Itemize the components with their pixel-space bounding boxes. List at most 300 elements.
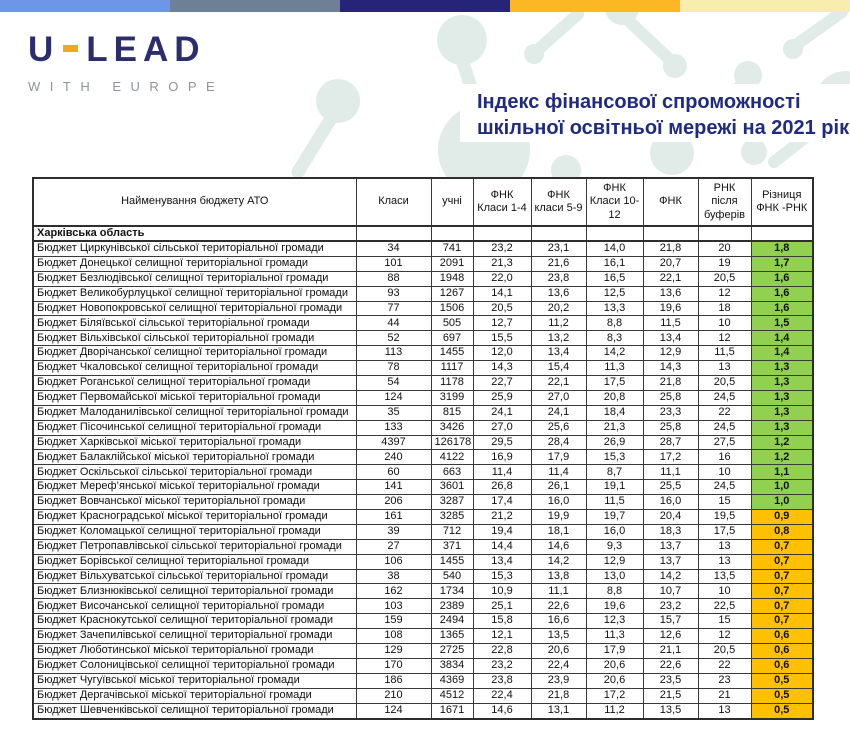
table-row bbox=[33, 673, 813, 688]
column-header: Класи bbox=[356, 178, 431, 226]
table-row bbox=[33, 480, 813, 495]
diff-cell: 1,3 bbox=[751, 361, 813, 376]
diff-cell: 1,4 bbox=[751, 346, 813, 361]
page-title-line2: шкільної освітньої мережі на 2021 рік bbox=[477, 117, 850, 139]
value-cell: 16,1 bbox=[586, 256, 643, 271]
table-row bbox=[33, 569, 813, 584]
table-header-row bbox=[33, 178, 813, 226]
value-cell: 9,3 bbox=[586, 539, 643, 554]
value-cell: 12,9 bbox=[643, 346, 698, 361]
value-cell: 25,1 bbox=[473, 599, 531, 614]
value-cell: 29,5 bbox=[473, 435, 531, 450]
value-cell: 22,0 bbox=[473, 271, 531, 286]
value-cell: 19,9 bbox=[531, 510, 586, 525]
value-cell: 18,4 bbox=[586, 405, 643, 420]
value-cell: 11,5 bbox=[698, 346, 751, 361]
value-cell: 28,7 bbox=[643, 435, 698, 450]
diff-cell: 0,5 bbox=[751, 688, 813, 703]
diff-cell: 1,1 bbox=[751, 465, 813, 480]
value-cell: 28,4 bbox=[531, 435, 586, 450]
diff-cell: 1,0 bbox=[751, 480, 813, 495]
value-cell: 14,0 bbox=[586, 241, 643, 256]
value-cell: 93 bbox=[356, 286, 431, 301]
value-cell: 4122 bbox=[431, 450, 473, 465]
value-cell: 23,1 bbox=[531, 241, 586, 256]
budget-name-cell: Бюджет Безлюдівської селищної територіальної громади bbox=[33, 271, 356, 286]
value-cell: 15,3 bbox=[586, 450, 643, 465]
page-title-line1: Індекс фінансової спроможності bbox=[477, 91, 801, 113]
value-cell: 10 bbox=[698, 316, 751, 331]
value-cell: 13 bbox=[698, 539, 751, 554]
budget-name-cell: Бюджет Великобурлуцької селищної територіальної громади bbox=[33, 286, 356, 301]
value-cell: 23,5 bbox=[643, 673, 698, 688]
value-cell: 170 bbox=[356, 658, 431, 673]
value-cell: 11,3 bbox=[586, 361, 643, 376]
budget-name-cell: Бюджет Солоницівської селищної територіальної громади bbox=[33, 658, 356, 673]
budget-name-cell: Бюджет Зачепилівської селищної територіальної громади bbox=[33, 629, 356, 644]
value-cell: 13,4 bbox=[531, 346, 586, 361]
table-row bbox=[33, 584, 813, 599]
value-cell: 3285 bbox=[431, 510, 473, 525]
budget-name-cell: Бюджет Пісочинської селищної територіальної громади bbox=[33, 420, 356, 435]
value-cell: 26,8 bbox=[473, 480, 531, 495]
value-cell: 22,7 bbox=[473, 376, 531, 391]
value-cell: 12,0 bbox=[473, 346, 531, 361]
value-cell: 141 bbox=[356, 480, 431, 495]
value-cell: 13,5 bbox=[698, 569, 751, 584]
value-cell: 23 bbox=[698, 673, 751, 688]
value-cell: 16,0 bbox=[531, 495, 586, 510]
value-cell: 15,4 bbox=[531, 361, 586, 376]
value-cell: 39 bbox=[356, 524, 431, 539]
budget-name-cell: Бюджет Краснокутської селищної територіальної громади bbox=[33, 614, 356, 629]
value-cell: 2389 bbox=[431, 599, 473, 614]
value-cell: 240 bbox=[356, 450, 431, 465]
value-cell: 106 bbox=[356, 554, 431, 569]
value-cell: 13,1 bbox=[531, 703, 586, 718]
column-header: РНК після буферів bbox=[698, 178, 751, 226]
region-row bbox=[33, 226, 813, 241]
table-row bbox=[33, 644, 813, 659]
column-header: ФНК Класи 10-12 bbox=[586, 178, 643, 226]
logo-text-lead: LEAD bbox=[86, 30, 206, 69]
value-cell: 1948 bbox=[431, 271, 473, 286]
value-cell: 108 bbox=[356, 629, 431, 644]
value-cell: 8,3 bbox=[586, 331, 643, 346]
value-cell: 1506 bbox=[431, 301, 473, 316]
value-cell: 11,4 bbox=[531, 465, 586, 480]
value-cell: 124 bbox=[356, 390, 431, 405]
diff-cell: 1,0 bbox=[751, 495, 813, 510]
value-cell: 11,4 bbox=[473, 465, 531, 480]
value-cell: 22,8 bbox=[473, 644, 531, 659]
table-row bbox=[33, 629, 813, 644]
value-cell: 17,2 bbox=[643, 450, 698, 465]
value-cell: 17,9 bbox=[586, 644, 643, 659]
value-cell: 26,1 bbox=[531, 480, 586, 495]
table-row bbox=[33, 554, 813, 569]
top-bar-segment bbox=[680, 0, 850, 12]
value-cell: 1671 bbox=[431, 703, 473, 718]
value-cell: 14,3 bbox=[473, 361, 531, 376]
value-cell: 22,1 bbox=[531, 376, 586, 391]
budget-name-cell: Бюджет Циркунівської сільської територіальної громади bbox=[33, 241, 356, 256]
diff-cell: 1,6 bbox=[751, 271, 813, 286]
table-row bbox=[33, 361, 813, 376]
value-cell: 23,8 bbox=[531, 271, 586, 286]
table-row bbox=[33, 286, 813, 301]
top-bar-segment bbox=[510, 0, 680, 12]
value-cell: 52 bbox=[356, 331, 431, 346]
value-cell: 13,0 bbox=[586, 569, 643, 584]
diff-cell: 0,7 bbox=[751, 599, 813, 614]
value-cell: 17,5 bbox=[698, 524, 751, 539]
diff-cell: 1,3 bbox=[751, 390, 813, 405]
value-cell: 38 bbox=[356, 569, 431, 584]
diff-cell: 0,7 bbox=[751, 554, 813, 569]
value-cell: 2725 bbox=[431, 644, 473, 659]
column-header: Найменування бюджету АТО bbox=[33, 178, 356, 226]
budget-name-cell: Бюджет Балаклійської міської територіальної громади bbox=[33, 450, 356, 465]
value-cell: 18,1 bbox=[531, 524, 586, 539]
diff-cell: 0,7 bbox=[751, 614, 813, 629]
diff-cell: 1,8 bbox=[751, 241, 813, 256]
value-cell: 11,1 bbox=[531, 584, 586, 599]
budget-name-cell: Бюджет Дворічанської селищної територіальної громади bbox=[33, 346, 356, 361]
value-cell: 27,0 bbox=[531, 390, 586, 405]
value-cell: 159 bbox=[356, 614, 431, 629]
value-cell: 22,6 bbox=[531, 599, 586, 614]
value-cell: 11,1 bbox=[643, 465, 698, 480]
value-cell: 697 bbox=[431, 331, 473, 346]
column-header: учні bbox=[431, 178, 473, 226]
value-cell: 2091 bbox=[431, 256, 473, 271]
value-cell: 1267 bbox=[431, 286, 473, 301]
empty-cell bbox=[586, 226, 643, 241]
budget-name-cell: Бюджет Новопокровської селищної територіальної громади bbox=[33, 301, 356, 316]
budget-name-cell: Бюджет Борівської селищної територіальної громади bbox=[33, 554, 356, 569]
value-cell: 3601 bbox=[431, 480, 473, 495]
value-cell: 22,1 bbox=[643, 271, 698, 286]
budget-name-cell: Бюджет Вільхівської сільської територіальної громади bbox=[33, 331, 356, 346]
value-cell: 23,2 bbox=[473, 658, 531, 673]
value-cell: 14,3 bbox=[643, 361, 698, 376]
financial-capacity-table bbox=[32, 177, 814, 720]
region-label: Харківська область bbox=[33, 226, 356, 241]
budget-name-cell: Бюджет Вільхуватської сільської територіальної громади bbox=[33, 569, 356, 584]
value-cell: 3199 bbox=[431, 390, 473, 405]
value-cell: 3834 bbox=[431, 658, 473, 673]
value-cell: 2494 bbox=[431, 614, 473, 629]
budget-name-cell: Бюджет Роганської селищної територіальної громади bbox=[33, 376, 356, 391]
value-cell: 13,7 bbox=[643, 554, 698, 569]
diff-cell: 1,2 bbox=[751, 435, 813, 450]
value-cell: 129 bbox=[356, 644, 431, 659]
value-cell: 12 bbox=[698, 286, 751, 301]
empty-cell bbox=[698, 226, 751, 241]
value-cell: 19,6 bbox=[586, 599, 643, 614]
table-row bbox=[33, 256, 813, 271]
value-cell: 20,2 bbox=[531, 301, 586, 316]
value-cell: 24,1 bbox=[473, 405, 531, 420]
value-cell: 18,3 bbox=[643, 524, 698, 539]
top-bar-segment bbox=[0, 0, 170, 12]
value-cell: 13 bbox=[698, 703, 751, 718]
value-cell: 25,8 bbox=[643, 420, 698, 435]
value-cell: 16 bbox=[698, 450, 751, 465]
value-cell: 11,2 bbox=[531, 316, 586, 331]
value-cell: 88 bbox=[356, 271, 431, 286]
table-row bbox=[33, 241, 813, 256]
value-cell: 3287 bbox=[431, 495, 473, 510]
table-body bbox=[33, 226, 813, 719]
budget-name-cell: Бюджет Люботинської міської територіальної громади bbox=[33, 644, 356, 659]
table-row bbox=[33, 658, 813, 673]
empty-cell bbox=[473, 226, 531, 241]
value-cell: 13,6 bbox=[643, 286, 698, 301]
value-cell: 18 bbox=[698, 301, 751, 316]
value-cell: 24,5 bbox=[698, 390, 751, 405]
table-row bbox=[33, 346, 813, 361]
value-cell: 19 bbox=[698, 256, 751, 271]
value-cell: 17,2 bbox=[586, 688, 643, 703]
value-cell: 77 bbox=[356, 301, 431, 316]
budget-name-cell: Бюджет Петропавлівської сільської територіальної громади bbox=[33, 539, 356, 554]
empty-cell bbox=[643, 226, 698, 241]
budget-name-cell: Бюджет Красноградської міської територіальної громади bbox=[33, 510, 356, 525]
value-cell: 20,6 bbox=[586, 658, 643, 673]
value-cell: 11,5 bbox=[586, 495, 643, 510]
value-cell: 8,8 bbox=[586, 316, 643, 331]
column-header: ФНК Класи 1-4 bbox=[473, 178, 531, 226]
table-row bbox=[33, 599, 813, 614]
empty-cell bbox=[356, 226, 431, 241]
value-cell: 10 bbox=[698, 465, 751, 480]
value-cell: 20,6 bbox=[586, 673, 643, 688]
value-cell: 21,8 bbox=[531, 688, 586, 703]
value-cell: 126178 bbox=[431, 435, 473, 450]
budget-name-cell: Бюджет Шевченківської селищної територіальної громади bbox=[33, 703, 356, 718]
budget-name-cell: Бюджет Вовчанської міської територіальної громади bbox=[33, 495, 356, 510]
diff-cell: 1,6 bbox=[751, 286, 813, 301]
value-cell: 20,5 bbox=[698, 376, 751, 391]
value-cell: 16,6 bbox=[531, 614, 586, 629]
value-cell: 60 bbox=[356, 465, 431, 480]
diff-cell: 0,6 bbox=[751, 644, 813, 659]
value-cell: 11,2 bbox=[586, 703, 643, 718]
value-cell: 10,7 bbox=[643, 584, 698, 599]
value-cell: 19,7 bbox=[586, 510, 643, 525]
value-cell: 13 bbox=[698, 361, 751, 376]
diff-cell: 1,7 bbox=[751, 256, 813, 271]
value-cell: 14,2 bbox=[643, 569, 698, 584]
column-header: ФНК класи 5-9 bbox=[531, 178, 586, 226]
value-cell: 161 bbox=[356, 510, 431, 525]
value-cell: 20,7 bbox=[643, 256, 698, 271]
table-row bbox=[33, 390, 813, 405]
table-row bbox=[33, 539, 813, 554]
value-cell: 124 bbox=[356, 703, 431, 718]
value-cell: 4369 bbox=[431, 673, 473, 688]
logo-tagline: WITH EUROPE bbox=[28, 79, 225, 94]
value-cell: 21,5 bbox=[643, 688, 698, 703]
budget-name-cell: Бюджет Мереф’янської міської територіальної громади bbox=[33, 480, 356, 495]
value-cell: 12 bbox=[698, 331, 751, 346]
value-cell: 22,5 bbox=[698, 599, 751, 614]
value-cell: 1178 bbox=[431, 376, 473, 391]
value-cell: 22,4 bbox=[473, 688, 531, 703]
value-cell: 23,3 bbox=[643, 405, 698, 420]
budget-name-cell: Бюджет Донецької селищної територіальної громади bbox=[33, 256, 356, 271]
value-cell: 27 bbox=[356, 539, 431, 554]
value-cell: 11,5 bbox=[643, 316, 698, 331]
value-cell: 206 bbox=[356, 495, 431, 510]
value-cell: 20,4 bbox=[643, 510, 698, 525]
value-cell: 540 bbox=[431, 569, 473, 584]
value-cell: 11,3 bbox=[586, 629, 643, 644]
value-cell: 22,6 bbox=[643, 658, 698, 673]
empty-cell bbox=[431, 226, 473, 241]
value-cell: 35 bbox=[356, 405, 431, 420]
logo-dash-icon bbox=[63, 45, 78, 52]
value-cell: 210 bbox=[356, 688, 431, 703]
logo-text-u: U bbox=[28, 30, 60, 69]
budget-name-cell: Бюджет Височанської селищної територіальної громади bbox=[33, 599, 356, 614]
budget-name-cell: Бюджет Оскільської сільської територіальної громади bbox=[33, 465, 356, 480]
value-cell: 15 bbox=[698, 614, 751, 629]
value-cell: 21 bbox=[698, 688, 751, 703]
budget-name-cell: Бюджет Первомайської міської територіальної громади bbox=[33, 390, 356, 405]
top-bar-segment bbox=[340, 0, 510, 12]
value-cell: 23,2 bbox=[473, 241, 531, 256]
value-cell: 14,6 bbox=[473, 703, 531, 718]
value-cell: 15 bbox=[698, 495, 751, 510]
value-cell: 24,1 bbox=[531, 405, 586, 420]
value-cell: 21,2 bbox=[473, 510, 531, 525]
table-row bbox=[33, 614, 813, 629]
value-cell: 8,7 bbox=[586, 465, 643, 480]
table-row bbox=[33, 495, 813, 510]
value-cell: 14,4 bbox=[473, 539, 531, 554]
budget-name-cell: Бюджет Біляївської сільської територіальної громади bbox=[33, 316, 356, 331]
value-cell: 13,5 bbox=[643, 703, 698, 718]
table-row bbox=[33, 376, 813, 391]
value-cell: 12 bbox=[698, 629, 751, 644]
diff-cell: 0,7 bbox=[751, 569, 813, 584]
value-cell: 23,2 bbox=[643, 599, 698, 614]
budget-name-cell: Бюджет Харківської міської територіальної громади bbox=[33, 435, 356, 450]
value-cell: 1455 bbox=[431, 554, 473, 569]
diff-cell: 0,9 bbox=[751, 510, 813, 525]
diff-cell: 0,7 bbox=[751, 539, 813, 554]
column-header: ФНК bbox=[643, 178, 698, 226]
value-cell: 13,8 bbox=[531, 569, 586, 584]
value-cell: 54 bbox=[356, 376, 431, 391]
value-cell: 24,5 bbox=[698, 420, 751, 435]
diff-cell: 1,6 bbox=[751, 301, 813, 316]
budget-name-cell: Бюджет Близнюківської селищної територіальної громади bbox=[33, 584, 356, 599]
value-cell: 10 bbox=[698, 584, 751, 599]
value-cell: 1365 bbox=[431, 629, 473, 644]
value-cell: 20,5 bbox=[698, 644, 751, 659]
value-cell: 27,0 bbox=[473, 420, 531, 435]
value-cell: 13,4 bbox=[643, 331, 698, 346]
value-cell: 17,5 bbox=[586, 376, 643, 391]
diff-cell: 1,3 bbox=[751, 405, 813, 420]
value-cell: 15,5 bbox=[473, 331, 531, 346]
value-cell: 815 bbox=[431, 405, 473, 420]
value-cell: 22 bbox=[698, 658, 751, 673]
value-cell: 1117 bbox=[431, 361, 473, 376]
value-cell: 4397 bbox=[356, 435, 431, 450]
value-cell: 20,5 bbox=[698, 271, 751, 286]
value-cell: 16,0 bbox=[643, 495, 698, 510]
value-cell: 10,9 bbox=[473, 584, 531, 599]
value-cell: 44 bbox=[356, 316, 431, 331]
value-cell: 133 bbox=[356, 420, 431, 435]
table-row bbox=[33, 510, 813, 525]
value-cell: 13,4 bbox=[473, 554, 531, 569]
value-cell: 16,0 bbox=[586, 524, 643, 539]
value-cell: 19,5 bbox=[698, 510, 751, 525]
value-cell: 19,4 bbox=[473, 524, 531, 539]
table-row bbox=[33, 316, 813, 331]
table-row bbox=[33, 331, 813, 346]
value-cell: 13,7 bbox=[643, 539, 698, 554]
value-cell: 25,8 bbox=[643, 390, 698, 405]
value-cell: 14,1 bbox=[473, 286, 531, 301]
top-bar bbox=[0, 0, 850, 12]
diff-cell: 0,6 bbox=[751, 629, 813, 644]
value-cell: 25,6 bbox=[531, 420, 586, 435]
table-row bbox=[33, 465, 813, 480]
diff-cell: 0,5 bbox=[751, 703, 813, 718]
value-cell: 186 bbox=[356, 673, 431, 688]
value-cell: 712 bbox=[431, 524, 473, 539]
value-cell: 741 bbox=[431, 241, 473, 256]
value-cell: 23,8 bbox=[473, 673, 531, 688]
diff-cell: 1,3 bbox=[751, 376, 813, 391]
value-cell: 13,5 bbox=[531, 629, 586, 644]
value-cell: 113 bbox=[356, 346, 431, 361]
value-cell: 19,1 bbox=[586, 480, 643, 495]
table-row bbox=[33, 450, 813, 465]
table-row bbox=[33, 703, 813, 718]
value-cell: 17,4 bbox=[473, 495, 531, 510]
value-cell: 12,9 bbox=[586, 554, 643, 569]
value-cell: 14,2 bbox=[586, 346, 643, 361]
value-cell: 25,5 bbox=[643, 480, 698, 495]
u-lead-logo bbox=[28, 30, 224, 94]
budget-name-cell: Бюджет Малоданилівської селищної територіальної громади bbox=[33, 405, 356, 420]
diff-cell: 1,5 bbox=[751, 316, 813, 331]
table-row bbox=[33, 688, 813, 703]
value-cell: 25,9 bbox=[473, 390, 531, 405]
diff-cell: 1,4 bbox=[751, 331, 813, 346]
value-cell: 22 bbox=[698, 405, 751, 420]
table-row bbox=[33, 435, 813, 450]
table-row bbox=[33, 405, 813, 420]
value-cell: 1455 bbox=[431, 346, 473, 361]
diff-cell: 0,6 bbox=[751, 658, 813, 673]
diff-cell: 1,3 bbox=[751, 420, 813, 435]
budget-name-cell: Бюджет Коломацької селищної територіальної громади bbox=[33, 524, 356, 539]
value-cell: 12,5 bbox=[586, 286, 643, 301]
value-cell: 13 bbox=[698, 554, 751, 569]
value-cell: 78 bbox=[356, 361, 431, 376]
value-cell: 21,8 bbox=[643, 376, 698, 391]
value-cell: 103 bbox=[356, 599, 431, 614]
